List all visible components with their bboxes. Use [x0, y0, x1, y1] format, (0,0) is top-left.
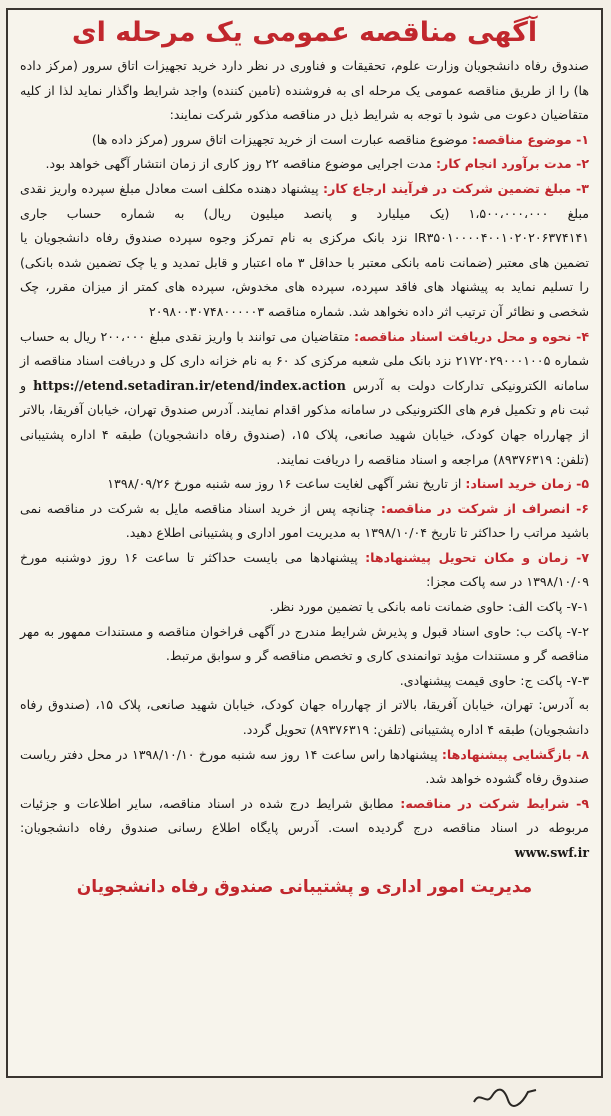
section-1-text: موضوع مناقصه عبارت است از خرید تجهیزات اتاق سرور (مرکز داده ها) [91, 131, 472, 147]
packet-c: ۷-۳- پاکت ج: حاوی قیمت پیشنهادی. [399, 672, 589, 688]
intro-paragraph: صندوق رفاه دانشجویان وزارت علوم، تحقیقات و فناوری در نظر دارد خرید تجهیزات اتاق سرور (مرکز داده ها) را از طریق مناقصه عمومی یک مرحله ای به فروشنده (تامین کننده) واجد شرایط واگذار نماید لذا از کلیه متقاضیان دعوت می شود با توجه به شرایط ذیل در مناقصه مذکور شرکت نمایند: [20, 58, 589, 123]
section-6 [20, 497, 589, 546]
section-5-text: از تاریخ نشر آگهی لغایت ساعت ۱۶ روز سه شنبه مورخ ۱۳۹۸/۰۹/۲۶ [107, 476, 466, 492]
section-4 [20, 325, 589, 473]
section-4-text-after: و ثبت نام و تکمیل فرم های الکترونیکی در سامانه مذکور اقدام نمایند. آدرس صندوق تهران، خیابان آفریقا، بالاتر از چهارراه جهان کودک، خیابان شهید صانعی، پلاک ۱۵، (صندوق رفاه دانشجویان) طبقه ۴ اداره پشتیبانی (تلفن: ۸۹۳۷۶۳۱۹) مراجعه و اسناد مناقصه را دریافت نمایند. [20, 377, 589, 467]
section-8-text: پیشنهادها راس ساعت ۱۴ روز سه شنبه مورخ ۱۳۹۸/۱۰/۱۰ در محل دفتر ریاست صندوق رفاه گشوده خواهد شد. [20, 746, 589, 787]
delivery-address: به آدرس: تهران، خیابان آفریقا، بالاتر از چهارراه جهان کودک، خیابان شهید صانعی، پلاک ۱۵، (صندوق رفاه دانشجویان) طبقه ۴ اداره پشتیبانی (تلفن: ۸۹۳۷۶۳۱۹) تحویل گردد. [20, 697, 589, 738]
section-1 [20, 128, 589, 153]
section-4-text: متقاضیان می توانند با واریز نقدی مبلغ ۲۰۰،۰۰۰ ریال به حساب شماره ۲۱۷۲۰۲۹۰۰۰۱۰۰۵ نزد بانک ملی شعبه مرکزی کد ۶۰ به نام خزانه داری کل و دریافت اسناد مناقصه از سامانه الکترونیکی تدارکات دولت به آدرس [20, 328, 590, 393]
section-7-text: پیشنهادها می بایست حداکثر تا ساعت ۱۶ روز دوشنبه مورخ ۱۳۹۸/۱۰/۰۹ در سه پاکت مجزا: [20, 549, 589, 590]
section-2-label: ۲- مدت برآورد انجام کار: [435, 156, 589, 172]
section-6-text: چنانچه پس از خرید اسناد مناقصه مایل به شرکت در مناقصه نمی باشید مراتب را حداکثر تا تاریخ ۱۳۹۸/۱۰/۰۴ به مدیریت امور اداری و پشتیبانی اطلاع دهید. [20, 500, 589, 541]
issuer-footer: مدیریت امور اداری و پشتیبانی صندوق رفاه دانشجویان [76, 876, 533, 897]
setad-url-link[interactable]: https://etend.setadiran.ir/etend/index.action [33, 377, 346, 393]
handwritten-signature [470, 1082, 540, 1110]
notice-title: آگهی مناقصه عمومی یک مرحله ای [71, 17, 538, 48]
section-6-label: ۶- انصراف از شرکت در مناقصه: [380, 500, 589, 516]
section-3-text: پیشنهاد دهنده مکلف است معادل مبلغ سپرده واریز نقدی مبلغ ۱،۵۰۰،۰۰۰،۰۰۰ (یک میلیارد و پانصد میلیون ریال) به شماره حساب جاری IR۳۵۰۱۰۰۰۰۴۰۰۱۰۲۰۲۰۶۳۷۴۱۴۱ نزد بانک مرکزی به نام تمرکز وجوه سپرده صندوق رفاه دانشجویان یا تضمین های معتبر (ضمانت نامه بانکی معتبر با حداقل ۳ ماه اعتبار و قابل تمدید و یا چک تضمین شده بانکی) را تسلیم نماید به پیشنهاد های فاقد سپرده، سپرده های مخدوش، سپرده های کمتر از میزان مقرر، چک شخصی و نظائر آن ترتیب اثر داده نخواهد شد. شماره مناقصه ۲۰۹۸۰۰۳۰۷۴۸۰۰۰۰۰۳ [20, 180, 589, 319]
section-2 [20, 152, 589, 177]
section-7 [20, 546, 589, 595]
packet-a: ۷-۱- پاکت الف: حاوی ضمانت نامه بانکی یا تضمین مورد نظر. [269, 599, 589, 615]
section-7-label: ۷- زمان و مکان تحویل پیشنهادها: [365, 549, 589, 565]
swf-url-link[interactable]: www.swf.ir [514, 845, 589, 860]
section-2-text: مدت اجرایی موضوع مناقصه ۲۲ روز کاری از زمان انتشار آگهی خواهد بود. [45, 156, 436, 172]
section-9 [20, 792, 589, 866]
section-9-text: مطابق شرایط درج شده در اسناد مناقصه، سایر اطلاعات و جزئیات مربوطه در اسناد مناقصه درج گردیده است. آدرس پایگاه اطلاع رسانی صندوق رفاه دانشجویان: [20, 795, 589, 836]
section-8-label: ۸- بازگشایی پیشنهادها: [441, 746, 590, 762]
section-1-label: ۱- موضوع مناقصه: [471, 131, 589, 147]
section-3 [20, 177, 589, 325]
section-9-label: ۹- شرایط شرکت در مناقصه: [400, 795, 589, 811]
section-3-label: ۳- مبلغ تضمین شرکت در فرآیند ارجاع کار: [323, 180, 589, 196]
section-4-label: ۴- نحوه و محل دریافت اسناد مناقصه: [354, 328, 590, 344]
section-5-label: ۵- زمان خرید اسناد: [465, 476, 589, 492]
tender-notice [6, 8, 603, 1078]
section-8 [20, 743, 589, 792]
packet-b: ۷-۲- پاکت ب: حاوی اسناد قبول و پذیرش شرایط مندرج در آگهی فراخوان مناقصه و مستندات ممهور به مهر مناقصه گر و مستندات مؤید توانمندی کاری و تخصص مناقصه گر و سوابق مرتبط. [20, 623, 589, 664]
section-5 [20, 472, 589, 497]
